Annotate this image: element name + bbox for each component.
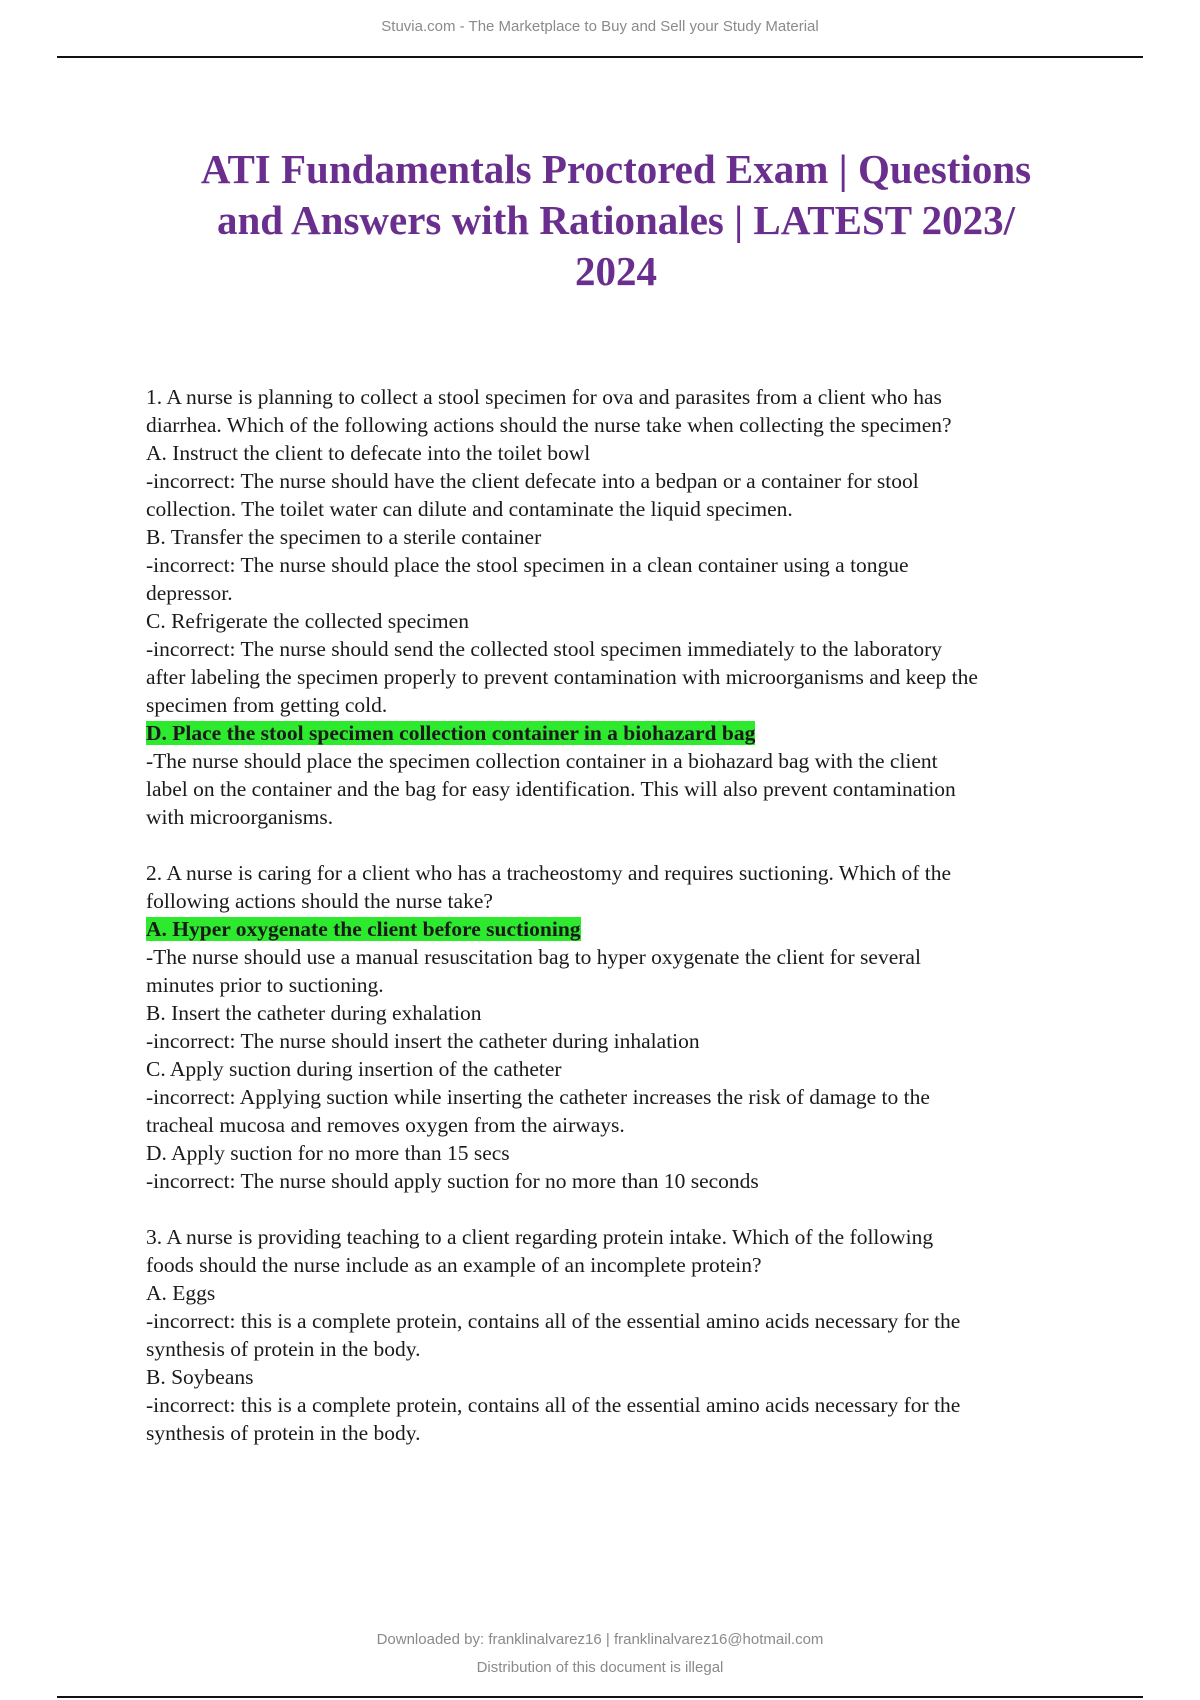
correct-answer-highlight: D. Place the stool specimen collection container in a biohazard bag (146, 721, 756, 745)
title-line-1: ATI Fundamentals Proctored Exam | Questions (200, 146, 1032, 192)
rationale: synthesis of protein in the body. (146, 1337, 421, 1361)
correct-answer-line (146, 719, 1096, 747)
correct-answer-highlight: A. Hyper oxygenate the client before suctioning (146, 917, 581, 941)
answer-option: C. Apply suction during insertion of the catheter (146, 1057, 562, 1081)
question-3 (146, 1223, 1096, 1447)
question-1 (146, 383, 1096, 831)
answer-option: A. Eggs (146, 1281, 216, 1305)
rationale: -incorrect: this is a complete protein, contains all of the essential amino acids necessary for the (146, 1309, 961, 1333)
question-list (146, 383, 1096, 1447)
rationale: -incorrect: The nurse should apply suction for no more than 10 seconds (146, 1169, 759, 1193)
rationale: specimen from getting cold. (146, 693, 388, 717)
answer-option: C. Refrigerate the collected specimen (146, 609, 469, 633)
rationale: -incorrect: The nurse should send the collected stool specimen immediately to the laboratory (146, 637, 943, 661)
document-title (150, 144, 1082, 297)
rationale: after labeling the specimen properly to prevent contamination with microorganisms and keep the (146, 665, 978, 689)
rationale: -incorrect: The nurse should have the client defecate into a bedpan or a container for stool (146, 469, 919, 493)
rationale: synthesis of protein in the body. (146, 1421, 421, 1445)
rationale: tracheal mucosa and removes oxygen from the airways. (146, 1113, 625, 1137)
question-2 (146, 859, 1096, 1195)
footer-divider (57, 1696, 1143, 1698)
rationale: -The nurse should use a manual resuscitation bag to hyper oxygenate the client for several (146, 945, 921, 969)
answer-option: D. Apply suction for no more than 15 secs (146, 1141, 510, 1165)
question-stem: 1. A nurse is planning to collect a stool specimen for ova and parasites from a client who has (146, 385, 942, 409)
answer-option: A. Instruct the client to defecate into the toilet bowl (146, 441, 591, 465)
footer-distribution-notice: Distribution of this document is illegal (476, 1659, 724, 1676)
rationale: label on the container and the bag for easy identification. This will also prevent contamination (146, 777, 956, 801)
question-stem: diarrhea. Which of the following actions should the nurse take when collecting the specimen? (146, 413, 952, 437)
rationale: -incorrect: The nurse should place the stool specimen in a clean container using a tongue (146, 553, 909, 577)
rationale: -incorrect: Applying suction while inserting the catheter increases the risk of damage to the (146, 1085, 930, 1109)
question-stem: 2. A nurse is caring for a client who has a tracheostomy and requires suctioning. Which of the (146, 861, 952, 885)
header-divider (57, 56, 1143, 58)
rationale: minutes prior to suctioning. (146, 973, 384, 997)
header-watermark-text: Stuvia.com - The Marketplace to Buy and Sell your Study Material (381, 18, 819, 35)
question-stem: following actions should the nurse take? (146, 889, 493, 913)
rationale: collection. The toilet water can dilute and contaminate the liquid specimen. (146, 497, 793, 521)
rationale: -incorrect: this is a complete protein, contains all of the essential amino acids necessary for the (146, 1393, 961, 1417)
rationale: -incorrect: The nurse should insert the catheter during inhalation (146, 1029, 700, 1053)
title-line-3: 2024 (575, 248, 657, 294)
title-line-2: and Answers with Rationales | LATEST 2023/ (216, 197, 1016, 243)
correct-answer-line (146, 915, 1096, 943)
answer-option: B. Transfer the specimen to a sterile container (146, 525, 542, 549)
question-stem: 3. A nurse is providing teaching to a client regarding protein intake. Which of the following (146, 1225, 934, 1249)
rationale: depressor. (146, 581, 233, 605)
footer-downloaded-by: Downloaded by: franklinalvarez16 | franklinalvarez16@hotmail.com (376, 1631, 824, 1648)
rationale: -The nurse should place the specimen collection container in a biohazard bag with the client (146, 749, 938, 773)
answer-option: B. Insert the catheter during exhalation (146, 1001, 482, 1025)
answer-option: B. Soybeans (146, 1365, 254, 1389)
question-stem: foods should the nurse include as an example of an incomplete protein? (146, 1253, 762, 1277)
rationale: with microorganisms. (146, 805, 334, 829)
